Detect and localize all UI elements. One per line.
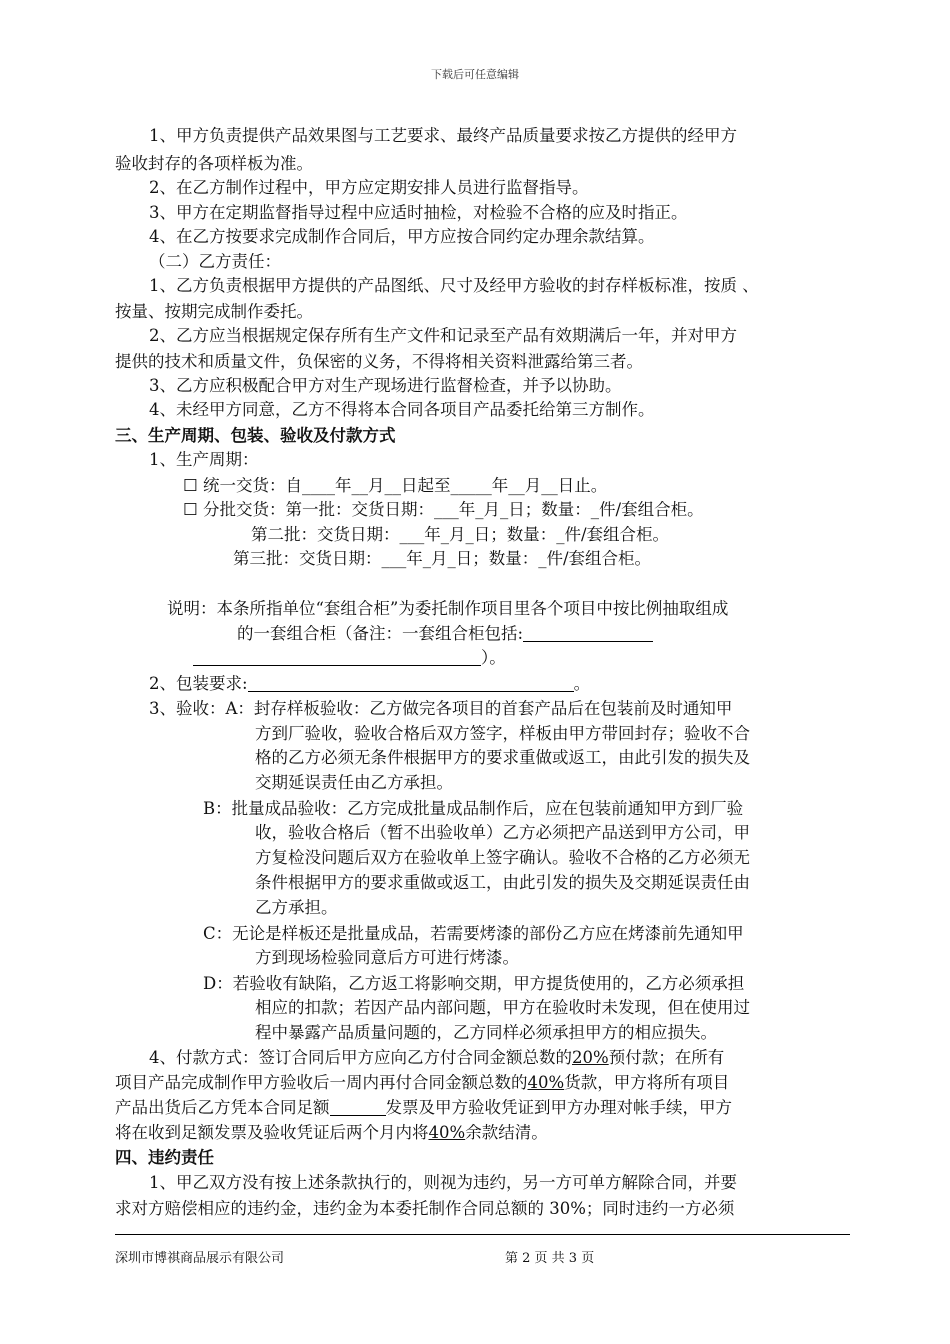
text-line: 程中暴露产品质量问题的，乙方同样必须承担甲方的相应损失。	[255, 1023, 717, 1042]
text-line: 求对方赔偿相应的违约金，违约金为本委托制作合同总额的 30%；同时违约一方必须	[115, 1199, 735, 1218]
text-line: 1、甲乙双方没有按上述条款执行的，则视为违约，另一方可单方解除合同，并要	[149, 1173, 737, 1192]
text-line: 3、乙方应积极配合甲方对生产现场进行监督检查，并予以协助。	[149, 376, 622, 395]
line-text: 产品出货后乙方凭本合同足额	[115, 1098, 330, 1117]
section-heading: 四、违约责任	[115, 1148, 214, 1167]
text-line	[115, 1121, 548, 1145]
payment-percent: 20%	[572, 1048, 609, 1067]
payment-percent: 40%	[527, 1073, 565, 1092]
text-line: 第二批：交货日期：___年_月_日；数量：_件/套组合柜。	[251, 525, 670, 544]
text-line: 2、在乙方制作过程中，甲方应定期安排人员进行监督指导。	[149, 178, 589, 197]
blank-field	[330, 1098, 386, 1116]
line-text: 预付款；在所有	[608, 1048, 725, 1067]
text-line: 4、在乙方按要求完成制作合同后，甲方应按合同约定办理余款结算。	[149, 227, 655, 246]
text-line: 方到厂验收，验收合格后双方签字，样板由甲方带回封存；验收不合	[255, 724, 750, 743]
line-text: 。	[573, 674, 591, 693]
text-line: 条件根据甲方的要求重做或返工，由此引发的损失及交期延误责任由	[255, 873, 750, 892]
text-line: 说明：本条所指单位“套组合柜”为委托制作项目里各个项目中按比例抽取组成	[167, 599, 729, 618]
text-line	[149, 672, 590, 696]
text-line: 交期延误责任由乙方承担。	[255, 773, 453, 792]
line-text: 货款，甲方将所有项目	[564, 1073, 730, 1092]
page-header: 下载后可任意编辑	[431, 68, 519, 81]
payment-percent: 40%	[428, 1123, 466, 1142]
text-line	[115, 1096, 732, 1120]
text-line: 相应的扣款；若因产品内部问题，甲方在验收时未发现，但在使用过	[255, 998, 750, 1017]
footer-page-number: 第 2 页 共 3 页	[505, 1251, 595, 1266]
text-line	[115, 1071, 729, 1095]
line-text: 发票及甲方验收凭证到甲方办理对帐手续，甲方	[385, 1098, 732, 1117]
text-line: B：批量成品验收：乙方完成批量成品制作后，应在包装前通知甲方到厂验	[203, 799, 744, 818]
text-line: 收，验收合格后（暂不出验收单）乙方必须把产品送到甲方公司，甲	[255, 823, 750, 842]
text-line: 按量、按期完成制作委托。	[115, 302, 313, 321]
text-line	[237, 622, 653, 646]
footer-company: 深圳市博祺商品展示有限公司	[115, 1251, 285, 1266]
line-text: 项目产品完成制作甲方验收后一周内再付合同金额总数的	[115, 1073, 528, 1092]
line-text: ）。	[481, 648, 506, 667]
checkbox-option-batch[interactable]: ☐ 分批交货：第一批：交货日期：___年_月_日；数量：_件/套组合柜。	[183, 500, 704, 519]
blank-field	[523, 624, 653, 642]
text-line: 1、甲方负责提供产品效果图与工艺要求、最终产品质量要求按乙方提供的经甲方	[149, 126, 737, 145]
blank-field	[193, 648, 481, 666]
text-line: D：若验收有缺陷，乙方返工将影响交期，甲方提货使用的，乙方必须承担	[203, 974, 745, 993]
footer-divider	[115, 1234, 850, 1235]
text-line: 方到现场检验同意后方可进行烤漆。	[255, 948, 519, 967]
blank-field	[248, 674, 574, 692]
text-line	[149, 1046, 724, 1070]
text-line: 方复检没问题后双方在验收单上签字确认。验收不合格的乙方必须无	[255, 848, 750, 867]
line-text: 2、包装要求:	[149, 674, 248, 693]
text-line: 3、验收：A：封存样板验收：乙方做完各项目的首套产品后在包装前及时通知甲	[149, 699, 733, 718]
text-line: C：无论是样板还是批量成品，若需要烤漆的部份乙方应在烤漆前先通知甲	[203, 924, 744, 943]
line-text: 4、付款方式：签订合同后甲方应向乙方付合同金额总数的	[149, 1048, 572, 1067]
section-subheading: （二）乙方责任：	[149, 252, 281, 271]
line-text: 的一套组合柜（备注：一套组合柜包括:	[237, 624, 524, 643]
text-line: 1、生产周期：	[149, 450, 259, 469]
text-line: 3、甲方在定期监督指导过程中应适时抽检，对检验不合格的应及时指正。	[149, 203, 688, 222]
text-line: 第三批：交货日期：___年_月_日；数量：_件/套组合柜。	[233, 549, 652, 568]
line-text: 余款结清。	[465, 1123, 548, 1142]
text-line: 4、未经甲方同意，乙方不得将本合同各项目产品委托给第三方制作。	[149, 400, 655, 419]
text-line: 验收封存的各项样板为准。	[115, 154, 313, 173]
text-line: 提供的技术和质量文件，负保密的义务，不得将相关资料泄露给第三者。	[115, 352, 643, 371]
checkbox-option-unified[interactable]: ☐ 统一交货：自____年__月__日起至_____年__月__日止。	[183, 476, 608, 495]
text-line: 格的乙方必须无条件根据甲方的要求重做或返工，由此引发的损失及	[255, 748, 750, 767]
text-line: 2、乙方应当根据规定保存所有生产文件和记录至产品有效期满后一年，并对甲方	[149, 326, 737, 345]
text-line: 1、乙方负责根据甲方提供的产品图纸、尺寸及经甲方验收的封存样板标准，按质 、	[149, 276, 759, 295]
section-heading: 三、生产周期、包装、验收及付款方式	[115, 426, 396, 445]
line-text: 将在收到足额发票及验收凭证后两个月内将	[115, 1123, 429, 1142]
text-line	[193, 646, 506, 670]
text-line: 乙方承担。	[255, 898, 338, 917]
